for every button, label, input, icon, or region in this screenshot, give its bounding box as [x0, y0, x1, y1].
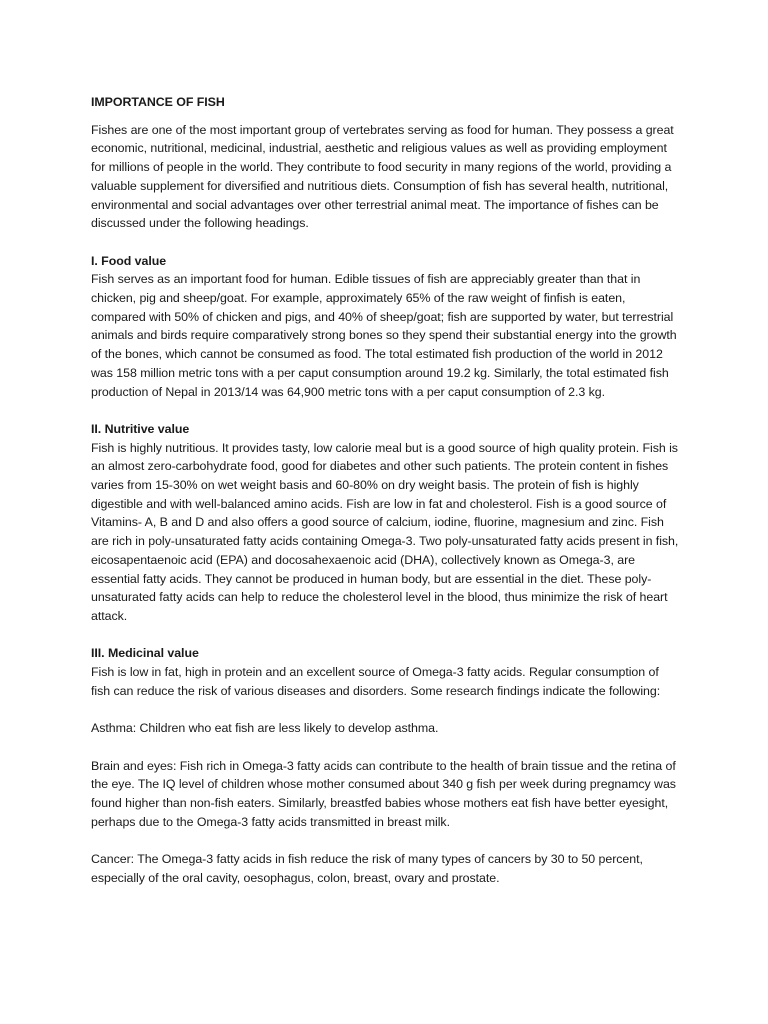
section-heading: I. Food value	[91, 253, 167, 268]
intro-paragraph: Fishes are one of the most important group of vertebrates serving as food for human. They possess a great economic, nutritional, medicinal, industrial, aesthetic and religious values as well as providing employment for millions of people in the world. They contribute to food security in many regions of the world, providing a valuable supplement for diversified and nutritious diets. Consumption of fish has several health, nutritional, environmental and social advantages over other terrestrial animal meat. The importance of fishes can be discussed under the following headings.	[91, 122, 674, 231]
section-food-value	[91, 252, 681, 402]
point-brain-and-eyes: Brain and eyes: Fish rich in Omega-3 fatty acids can contribute to the health of brain tissue and the retina of the eye. The IQ level of children whose mother consumed about 340 g fish per week during pregnamcy was found higher than non-fish eaters. Similarly, breastfed babies whose mothers eat fish have better eyesight, perhaps due to the Omega-3 fatty acids transmitted in breast milk.	[91, 758, 676, 829]
section-medicinal-value	[91, 644, 681, 700]
point-asthma: Asthma: Children who eat fish are less likely to develop asthma.	[91, 721, 439, 736]
section-heading: II. Nutritive value	[91, 421, 190, 436]
section-body: Fish is low in fat, high in protein and an excellent source of Omega-3 fatty acids. Regular consumption of fish can reduce the risk of various diseases and disorders. Some research findings indicate the following:	[91, 665, 661, 698]
document-title: IMPORTANCE OF FISH	[91, 95, 225, 109]
document-body	[91, 93, 681, 906]
section-body: Fish is highly nutritious. It provides tasty, low calorie meal but is a good source of high quality protein. Fish is an almost zero-carbohydrate food, good for diabetes and other such patients. The protein content in fishes varies from 15-30% on wet weight basis and 60-80% on dry weight basis. The protein of fish is highly digestible and with well-balanced amino acids. Fish are low in fat and cholesterol. Fish is a good source of Vitamins- A, B and D and also offers a good source of calcium, iodine, fluorine, magnesium and zinc. Fish are rich in poly-unsaturated fatty acids containing Omega-3. Two poly-unsaturated fatty acids present in fish, eicosapentaenoic acid (EPA) and docosahexaenoic acid (DHA), collectively known as Omega-3, are essential fatty acids. They cannot be produced in human body, but are essential in the diet. These poly-unsaturated fatty acids can help to reduce the cholesterol level in the blood, thus minimize the risk of heart attack.	[91, 440, 679, 623]
section-heading: III. Medicinal value	[91, 646, 199, 661]
point-cancer: Cancer: The Omega-3 fatty acids in fish reduce the risk of many types of cancers by 30 to 50 percent, especially of the oral cavity, oesophagus, colon, breast, ovary and prostate.	[91, 852, 643, 885]
section-nutritive-value	[91, 420, 681, 626]
section-body: Fish serves as an important food for human. Edible tissues of fish are appreciably greater than that in chicken, pig and sheep/goat. For example, approximately 65% of the raw weight of finfish is eaten, compared with 50% of chicken and pigs, and 40% of sheep/goat; fish are supported by water, but terrestrial animals and birds require comparatively strong bones so they spend their substantial energy into the growth of the bones, which cannot be consumed as food. The total estimated fish production of the world in 2012 was 158 million metric tons with a per caput consumption around 19.2 kg. Similarly, the total estimated fish production of Nepal in 2013/14 was 64,900 metric tons with a per caput consumption of 2.3 kg.	[91, 272, 677, 399]
